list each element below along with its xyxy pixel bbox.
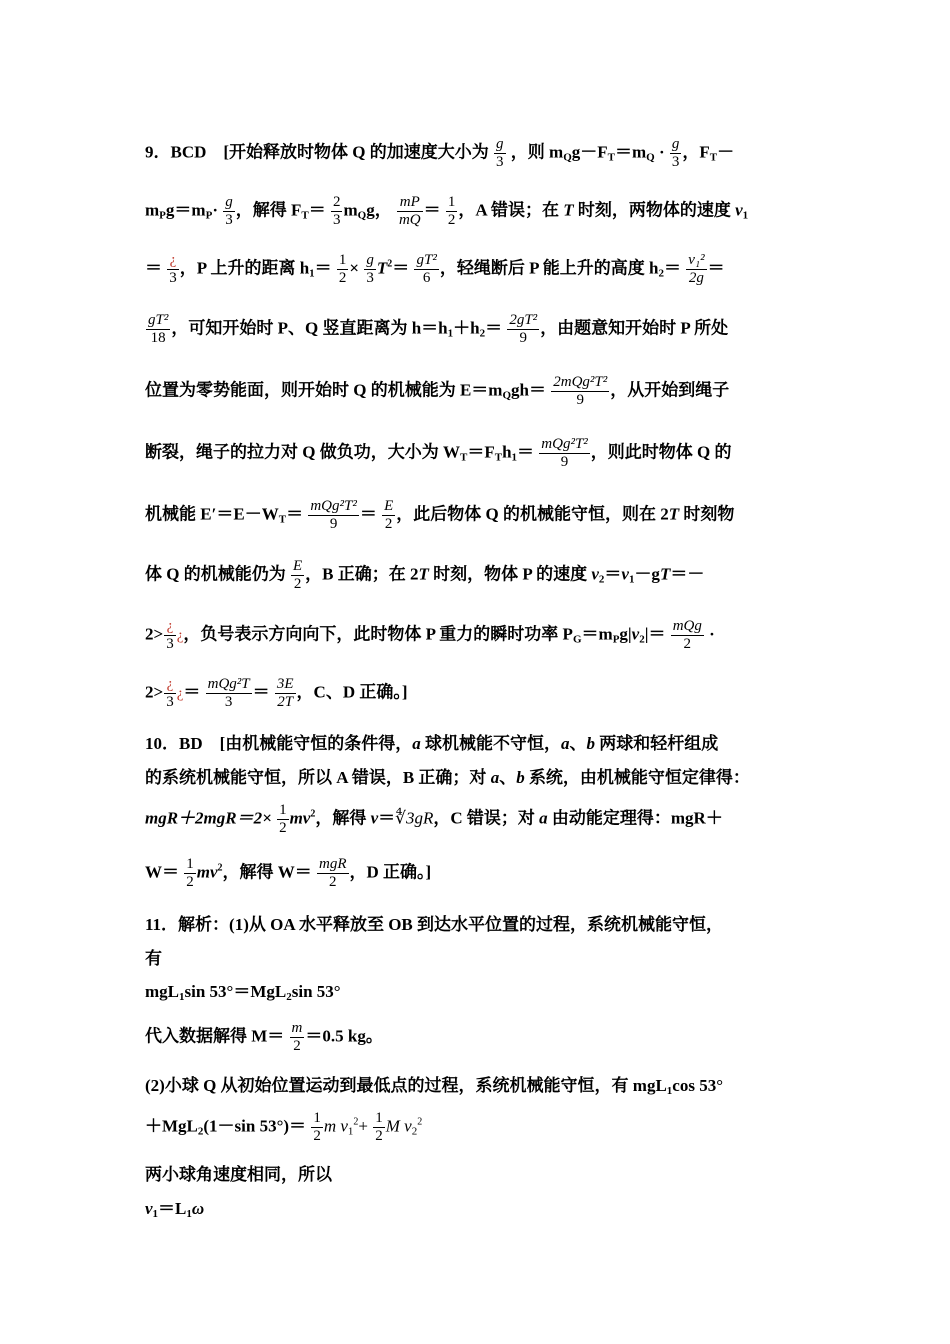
fraction-work: $\frac{\text{mQg²T²}}{9}$ [541, 436, 588, 470]
q11-line-1: 11．解析：(1)从 OA 水平释放至 OB 到达水平位置的过程，系统机械能守恒， [145, 915, 724, 934]
q9-line-2: $m_Pg=m_P\cdot$ $\frac{g}{3}$ ，解得 $F_T=$ $\frac{2}{3}$ $m_Qg$， $\frac{mP}{mQ}$ ＝ $\frac{1}{2}$ ，A 错误；在 T 时刻，两物体的速度 $v_1$ [145, 194, 749, 228]
q9-line-5: 位置为零势能面，则开始时 Q 的机械能为 $E=m_Qgh=$ $\frac{\text{2mQg²T²}}{9}$ ，从开始到绳子 [145, 374, 730, 408]
fraction-mQg-over-2: $\frac{\text{mQg}}{2}$ [672, 618, 702, 652]
q11-line-8: $v_1=L_1\omega$ [145, 1199, 205, 1220]
fraction-gT2-over-6: $\frac{\text{gT²}}{6}$ [416, 252, 437, 286]
q9-line-9: 2> $\frac{¿}{3}$ ¿，负号表示方向向下，此时物体 P 重力的瞬时功率 $P_G=m_Pg|v_2|=$ $\frac{\text{mQg}}{2}$ · [145, 618, 715, 652]
fraction-2gT2-over-9: $\frac{\text{2gT²}}{9}$ [509, 312, 538, 346]
q10-line-1: 10．BD [由机械能守恒的条件得，a 球机械能不守恒，a、b 两球和轻杆组成 [145, 734, 719, 753]
q9-line-6: 断裂，绳子的拉力对 Q 做负功，大小为 $W_T=F_Th_1=$ $\frac{\text{mQg²T²}}{9}$ ，则此时物体 Q 的 [145, 436, 732, 470]
q10-line-3: mgR＋2mgR＝2× $\frac{1}{2}$ $mv^2$，解得 v＝∜3gR，C 错误；对 a 由动能定理得：mgR＋ [145, 802, 723, 836]
q9-line-3: ＝ $\frac{¿}{3}$ ，P 上升的距离 $h_1=$ $\frac{1}{2}$ × $\frac{g}{3}$ $T^2=$ $\frac{\text{gT²}}{6}$ ，轻绳断后 P 能上升的高度 $h_2=$ $\frac{\text{v₁²}}{2g}$ ＝ [145, 252, 725, 286]
fraction-energy: $\frac{\text{2mQg²T²}}{9}$ [553, 374, 608, 408]
fraction-mgR-over-2: $\frac{\text{mgR}}{2}$ [319, 856, 347, 890]
q9-line-4: $\frac{\text{gT²}}{18}$ ，可知开始时 P、Q 竖直距离为 $h=h_1+h_2=$ $\frac{\text{2gT²}}{9}$ ，由题意知开始时 P 所处 [148, 312, 729, 346]
fraction-E-over-2: $\frac{E}{2}$ [384, 498, 394, 532]
fraction-v1sq-over-2g: $\frac{\text{v₁²}}{2g}$ [688, 252, 705, 286]
fraction-1-over-2: $\frac{1}{2}$ [338, 252, 347, 286]
fraction-E-over-2: $\frac{E}{2}$ [292, 558, 303, 592]
fraction-energy: $\frac{\text{mQg²T²}}{9}$ [310, 498, 357, 532]
radical-3gR: ∜3gR [395, 808, 434, 828]
fraction-1-over-2: $\frac{1}{2}$ [186, 856, 194, 890]
q9-line-7: 机械能 $E'=E-W_T=$ $\frac{\text{mQg²T²}}{9}$ ＝ $\frac{E}{2}$ ，此后物体 Q 的机械能守恒，则在 2T 时刻物 [145, 498, 735, 532]
q9-line-1: 9．BCD [开始释放时物体 Q 的加速度大小为 $\frac{g}{3}$ ，则 $m_Qg-F_T=m_Q$ · $\frac{g}{3}$ ，$F_T-$ [145, 136, 735, 170]
fraction-1-over-2: $\frac{1}{2}$ [447, 194, 456, 228]
text: 9．BCD [开始释放时物体 Q 的加速度大小为 [145, 142, 489, 162]
fraction-g-over-3: $\frac{g}{3}$ [496, 136, 504, 170]
fraction-g-over-3: $\frac{g}{3}$ [225, 194, 233, 228]
q9-line-8: 体 Q 的机械能仍为 $\frac{E}{2}$ ，B 正确；在 2T 时刻，物体 P 的速度 $v_2=v_1-gT=-$ [145, 558, 705, 592]
fraction-1-over-2: $\frac{1}{2}$ [279, 802, 287, 836]
q11-line-5: (2)小球 Q 从初始位置运动到最低点的过程，系统机械能守恒，有 mgL$_1$cos 53° [145, 1076, 724, 1097]
q10-line-2: 的系统机械能守恒，所以 A 错误，B 正确；对 a、b 系统，由机械能守恒定律得： [145, 768, 750, 787]
q11-line-2: 有 [145, 949, 162, 968]
fraction-g-over-3: $\frac{g}{3}$ [671, 136, 680, 170]
fraction-1-over-2: $\frac{1}{2}$ [313, 1110, 321, 1144]
q10-line-4: W＝ $\frac{1}{2}$ $mv^2$，解得 W＝ $\frac{\text{mgR}}{2}$ ，D 正确。] [145, 856, 432, 890]
fraction-3E-over-2T: $\frac{3E}{2T}$ [276, 676, 294, 710]
fraction-m-over-2: $\frac{m}{2}$ [291, 1020, 303, 1054]
fraction-gT2-over-18: $\frac{\text{gT²}}{18}$ [148, 312, 169, 346]
fraction-power: $\frac{\text{mQg²T}}{3}$ [207, 676, 250, 710]
fraction-2-over-3: $\frac{2}{3}$ [332, 194, 341, 228]
fraction-broken: $\frac{¿}{3}$ [169, 252, 177, 286]
fraction-mp-over-mq: $\frac{mP}{mQ}$ [398, 194, 421, 228]
q11-line-4: 代入数据解得 M＝ $\frac{m}{2}$ ＝0.5 kg。 [145, 1020, 383, 1054]
q11-line-7: 两小球角速度相同，所以 [145, 1165, 332, 1184]
fraction-1-over-2: $\frac{1}{2}$ [375, 1110, 383, 1144]
fraction-broken: $\frac{¿}{3}$ [166, 618, 174, 652]
q11-line-3: mgL$_1$sin 53°＝MgL$_2$sin 53° [145, 982, 341, 1003]
q9-line-10: 2> $\frac{¿}{3}$ ¿＝ $\frac{\text{mQg²T}}{3}$ ＝ $\frac{3E}{2T}$ ，C、D 正确。] [145, 676, 408, 710]
fraction-broken: $\frac{¿}{3}$ [166, 676, 174, 710]
q11-line-6: ＋MgL$_2$(1－sin 53°)＝ $\frac{1}{2}$ m $v_1^2+$ $\frac{1}{2}$ M $v_2^2$ [145, 1110, 423, 1144]
fraction-g-over-3: $\frac{g}{3}$ [366, 252, 374, 286]
